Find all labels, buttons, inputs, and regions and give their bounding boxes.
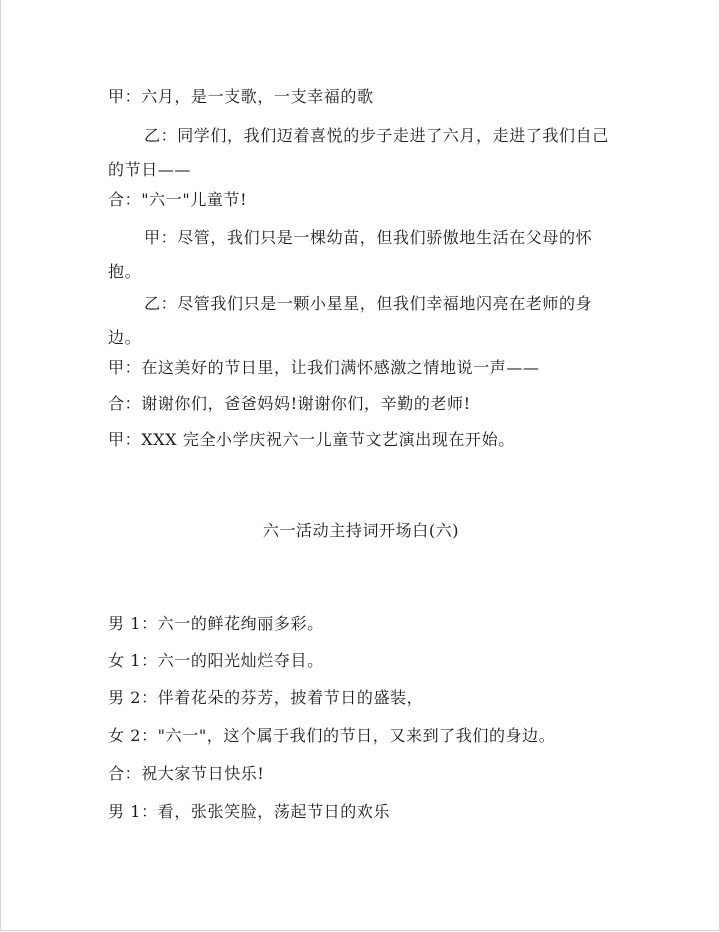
dialogue-line-2: 乙：同学们，我们迈着喜悦的步子走进了六月，走进了我们自己的节日—— (108, 126, 609, 179)
dialogue-line-1: 甲：六月，是一支歌，一支幸福的歌 (108, 87, 374, 106)
dialogue-line-11: 男 2：伴着花朵的芬芳，披着节日的盛装， (108, 688, 424, 707)
dialogue-line-8: 甲：XXX 完全小学庆祝六一儿童节文艺演出现在开始。 (108, 430, 515, 449)
dialogue-line-7: 合：谢谢你们，爸爸妈妈!谢谢你们，辛勤的老师! (108, 394, 471, 413)
dialogue-line-14: 男 1：看，张张笑脸，荡起节日的欢乐 (108, 802, 391, 821)
section-title: 六一活动主持词开场白(六) (262, 521, 460, 540)
dialogue-line-9: 男 1：六一的鲜花绚丽多彩。 (108, 614, 324, 633)
dialogue-line-12: 女 2："六一"，这个属于我们的节日，又来到了我们的身边。 (108, 726, 556, 745)
dialogue-line-6: 甲：在这美好的节日里，让我们满怀感激之情地说一声—— (108, 358, 540, 377)
dialogue-line-13: 合：祝大家节日快乐! (108, 764, 265, 783)
dialogue-line-3: 合："六一"儿童节! (108, 190, 248, 209)
dialogue-line-10: 女 1：六一的阳光灿烂夺目。 (108, 651, 324, 670)
dialogue-line-4: 甲：尽管，我们只是一棵幼苗，但我们骄傲地生活在父母的怀抱。 (108, 228, 593, 281)
dialogue-line-5: 乙：尽管我们只是一颗小星星，但我们幸福地闪亮在老师的身边。 (108, 294, 593, 347)
